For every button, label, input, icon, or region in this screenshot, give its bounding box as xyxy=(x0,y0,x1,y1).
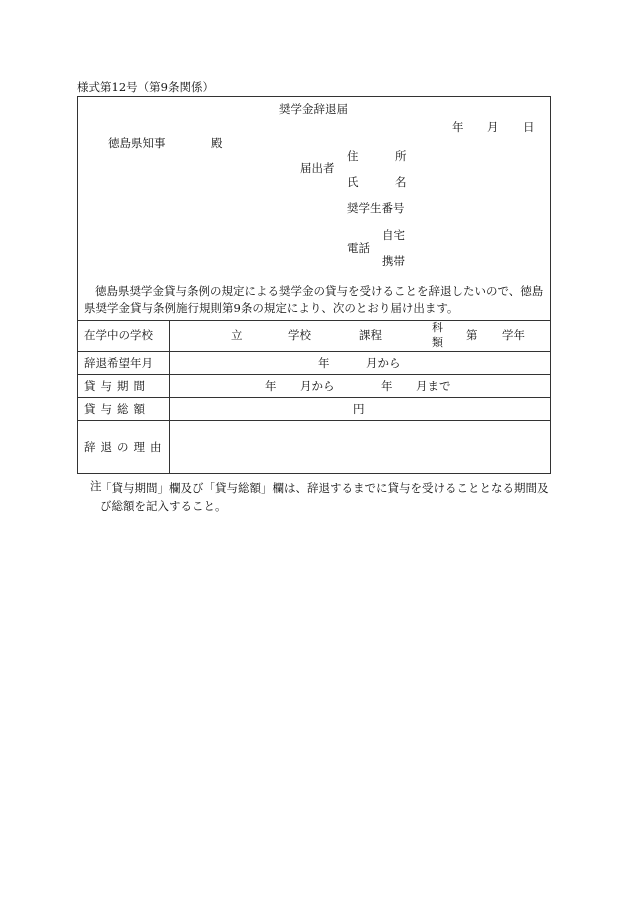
form-title: 奨学金辞退届 xyxy=(279,102,348,116)
school-gakunen-label: 学年 xyxy=(502,328,525,342)
note-mark: 注 xyxy=(90,479,102,493)
address-label-a: 住 xyxy=(347,149,359,163)
statement-paragraph: 徳島県奨学金貸与条例の規定による奨学金の貸与を受けることを辞退したいので、徳島県奨学金貸与条例施行規則第9条の規定により、次のとおり届け出ます。 xyxy=(84,284,544,315)
loan-end-month-field[interactable] xyxy=(395,377,415,394)
row-divider-3 xyxy=(77,397,551,398)
name-label-a: 氏 xyxy=(347,175,359,189)
phone-mobile-label: 携帯 xyxy=(382,254,405,268)
school-label: 在学中の学校 xyxy=(84,328,153,342)
address-field[interactable] xyxy=(412,147,542,164)
withdraw-month-label: 辞退希望年月 xyxy=(84,356,153,370)
row-divider-2 xyxy=(77,374,551,375)
table-top-line xyxy=(77,320,551,321)
school-rui-label: 類 xyxy=(432,336,443,349)
withdraw-year-field[interactable] xyxy=(280,354,316,371)
loan-start-month-field[interactable] xyxy=(279,377,299,394)
name-field[interactable] xyxy=(412,173,542,190)
addressee-governor: 徳島県知事 xyxy=(108,136,166,150)
date-day-label: 日 xyxy=(523,120,535,134)
phone-home-label: 自宅 xyxy=(382,228,405,242)
date-month-field[interactable] xyxy=(462,118,486,134)
phone-home-field[interactable] xyxy=(412,226,542,243)
form-number: 様式第12号（第9条関係） xyxy=(77,80,214,94)
loan-end-year-label: 年 xyxy=(381,379,393,393)
withdraw-month-from-label: 月から xyxy=(366,356,401,370)
school-ka-label: 科 xyxy=(432,321,443,334)
name-label-b: 名 xyxy=(395,175,407,189)
loan-total-yen-label: 円 xyxy=(353,402,365,416)
loan-period-label: 貸与期間 xyxy=(84,379,150,393)
applicant-label: 届出者 xyxy=(300,161,335,175)
loan-end-year-field[interactable] xyxy=(342,377,378,394)
loan-month-to-label: 月まで xyxy=(416,379,451,393)
phone-label: 電話 xyxy=(347,241,370,255)
grade-field[interactable] xyxy=(480,326,500,344)
loan-total-label: 貸与総額 xyxy=(84,402,150,416)
student-number-field[interactable] xyxy=(412,199,542,216)
note-text: 「貸与期間」欄及び「貸与総額」欄は、辞退するまでに貸与を受けることとなる期間及び総額を記入すること。 xyxy=(100,481,549,513)
school-prefix-field[interactable] xyxy=(175,326,225,344)
loan-start-year-label: 年 xyxy=(265,379,277,393)
row-divider-4 xyxy=(77,420,551,421)
loan-start-year-field[interactable] xyxy=(226,377,262,394)
department-field[interactable] xyxy=(388,326,428,344)
course-field[interactable] xyxy=(318,326,356,344)
school-ritsu-label: 立 xyxy=(231,328,243,342)
withdraw-year-label: 年 xyxy=(318,356,330,370)
school-katei-label: 課程 xyxy=(359,328,382,342)
date-year-field[interactable] xyxy=(420,118,450,134)
date-year-label: 年 xyxy=(452,120,464,134)
address-label-b: 所 xyxy=(395,149,407,163)
loan-month-from-label: 月から xyxy=(300,379,335,393)
school-name-field[interactable] xyxy=(245,326,285,344)
date-day-field[interactable] xyxy=(498,118,522,134)
date-month-label: 月 xyxy=(487,120,499,134)
phone-mobile-field[interactable] xyxy=(412,252,542,269)
withdraw-month-field[interactable] xyxy=(332,354,362,371)
addressee-honorific: 殿 xyxy=(211,136,223,150)
school-gakko-label: 学校 xyxy=(288,328,311,342)
reason-field[interactable] xyxy=(175,424,545,470)
loan-total-field[interactable] xyxy=(260,400,350,417)
school-dai-label: 第 xyxy=(466,328,478,342)
reason-label: 辞退の理由 xyxy=(84,440,167,454)
label-column-line xyxy=(169,320,170,474)
student-number-label: 奨学生番号 xyxy=(347,201,405,215)
row-divider-1 xyxy=(77,351,551,352)
